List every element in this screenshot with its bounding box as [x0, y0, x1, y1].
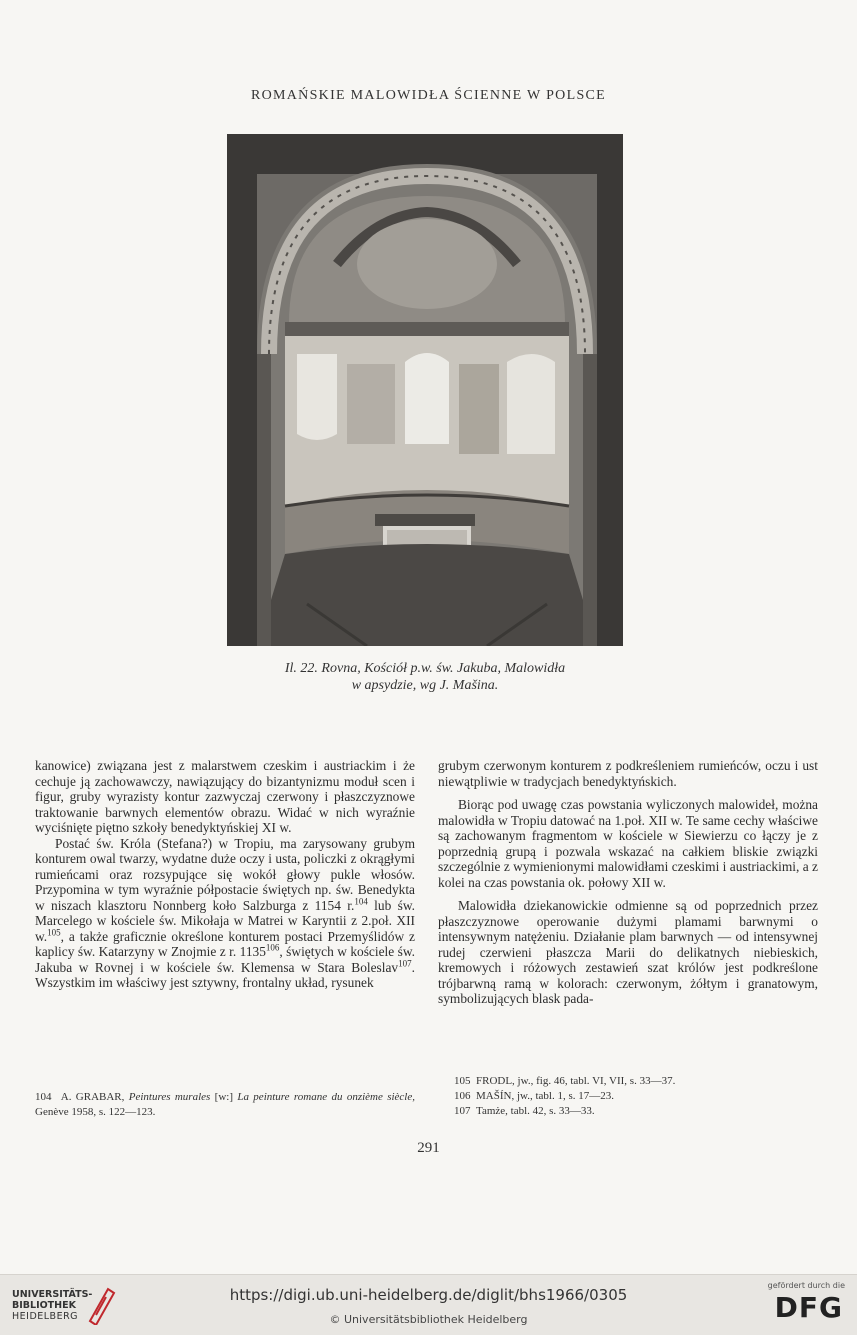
paragraph: kanowice) związana jest z malarstwem czeskim i austriackim i że cechuje ją zachowawczy, nawiązujący do bizantynizmu moduł scen i figur, gruby wyrazisty kontur zazwyczaj czerwony i płaszczyznowe traktowanie barwnych elementów obrazu. Widać w nich wyraźnie wyciśnięte piętno szkoły benedyktyńskiej XI w. [35, 758, 415, 835]
footnote-104: 104 A. GRABAR, Peintures murales [w:] La peinture romane du onzième siècle, Genève 1958, s. 122—123. [35, 1091, 415, 1118]
footnote-ref[interactable]: 105 [47, 927, 61, 938]
permalink-url[interactable]: https://digi.ub.uni-heidelberg.de/diglit/bhs1966/0305 [229, 1286, 628, 1304]
apse-fresco-photo [227, 134, 623, 646]
footnote-105: 105 FRODL, jw., fig. 46, tabl. VI, VII, s. 33—37. [454, 1075, 676, 1087]
viewer-footer [0, 1274, 857, 1335]
caption-line-2: w apsydzie, wg J. Mašina. [351, 678, 499, 693]
text-column-right [438, 758, 818, 1007]
footnote-ref[interactable]: 107 [398, 958, 412, 969]
apse-photo-illustration [227, 134, 623, 646]
footnote-107: 107 Tamże, tabl. 42, s. 33—33. [454, 1105, 595, 1117]
footnote-ref[interactable]: 106 [265, 942, 280, 953]
figure-caption [200, 660, 650, 694]
footnote-number: 104 [35, 1091, 52, 1103]
paragraph: grubym czerwonym konturem z podkreśleniem rumieńców, oczu i ust niewątpliwie w tradycjach benedyktyńskich. [438, 758, 818, 789]
page-number: 291 [417, 1140, 440, 1156]
library-logo[interactable]: UNIVERSITÄTS- BIBLIOTHEK HEIDELBERG [12, 1289, 93, 1322]
footnotes-right [454, 1074, 834, 1119]
dfg-logo[interactable]: DFG [774, 1291, 843, 1324]
paragraph: Postać św. Króla (Stefana?) w Tropiu, ma zarysowany grubym konturem owal twarzy, wydatne duże oczy i usta, policzki z okrągłymi rumieńcami oraz rozsypujące się wokół głowy pukle włosów. Przypomina w tym wyraźnie półpostacie świętych np. św. Benedykta w niszach klasztoru Nonnberg koło Salzburga z 1154 r.$^{104}$ lub św. Marcelego w kościele św. Mikołaja w Matrei w Karyntii z 2.poł. XII w.$^{105}$, a także graficznie określone konturem postaci Przemyślidów z kaplicy św. Katarzyny w Znojmie z r. 1135$^{106}$, świętych w kościele św. Jakuba w Rovnej i w kościele św. Klemensa w Stara Boleslav$^{107}$. Wszystkim im właściwy jest sztywny, frontalny układ, rysunek [35, 835, 415, 990]
copyright-notice: © Universitätsbibliothek Heidelberg [329, 1313, 528, 1326]
paragraph: Malowidła dziekanowickie odmienne są od poprzednich przez płaszczyznowe operowanie dużymi plamami barwnymi o intensywnym natężeniu. Działanie plam barwnych — od intensywnej rudej czerwieni płaszcza Marii do delikatnych niebieskich, kremowych i różowych zestawień szat królów jest podkreślone trójbarwną ramą w kolorach: czerwonym, żółtym i granatowym, symbolizujących blask pada- [438, 898, 818, 1006]
text-column-left [35, 758, 415, 991]
caption-line-1: Il. 22. Rovna, Kościół p.w. św. Jakuba, Malowidła [284, 661, 566, 676]
running-head: ROMAŃSKIE MALOWIDŁA ŚCIENNE W POLSCE [250, 88, 607, 103]
footnote-106: 106 MAŠÍN, jw., tabl. 1, s. 17—23. [454, 1090, 615, 1102]
footnote-ref[interactable]: 104 [354, 896, 368, 907]
paragraph: Biorąc pod uwagę czas powstania wyliczonych malowideł, można malowidła w Tropiu datować na 1.poł. XII w. Te same cechy właściwe są zachowanym fragmentom w kościele w Siewierzu co łączy je z poprzednią grupą i pozwala wskazać na całkiem bliskie związki szczególnie z wymienionymi malowidłami czeskimi i austriackimi, a z kolei na czas powstania ok. połowy XII w. [438, 797, 818, 890]
funding-label: gefördert durch die [767, 1281, 845, 1290]
